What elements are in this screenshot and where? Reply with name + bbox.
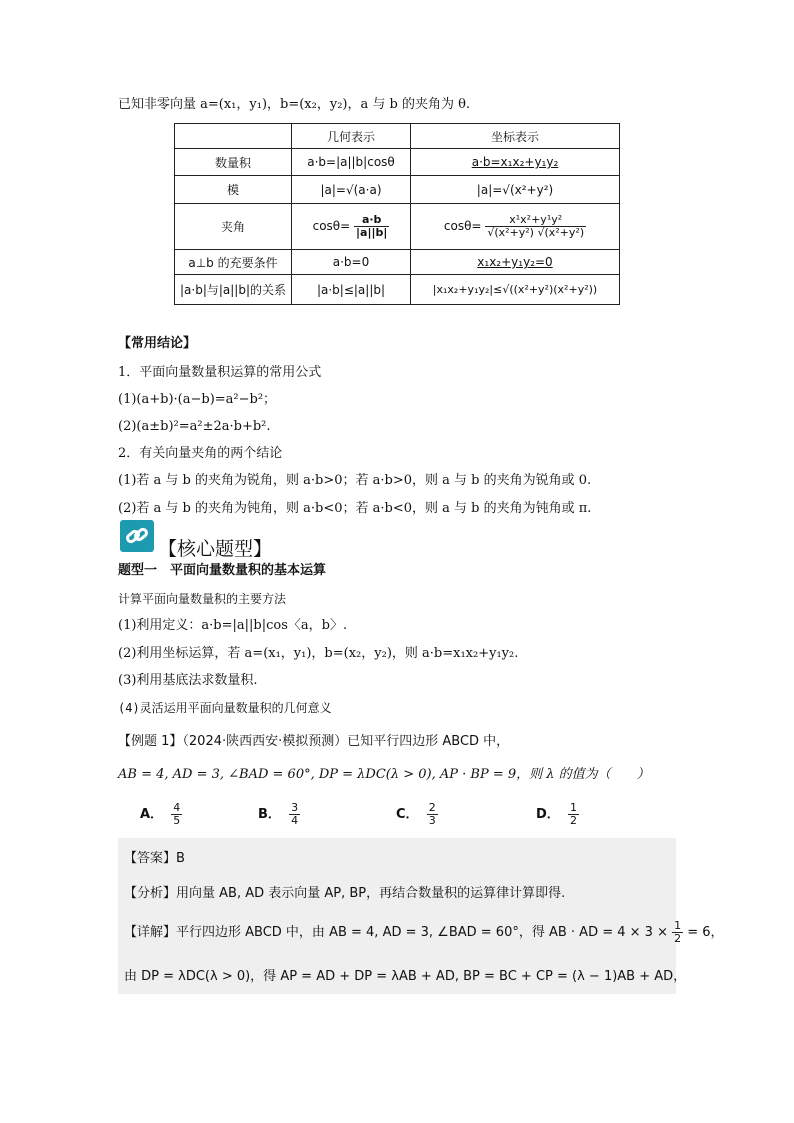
table-header-cell: 坐标表示 xyxy=(411,124,620,149)
coord-prefix: cosθ= xyxy=(443,219,482,233)
choice-den: 4 xyxy=(291,814,299,827)
row-label: a⊥b 的充要条件 xyxy=(175,250,292,275)
choice-num: 4 xyxy=(173,801,181,814)
methods-title: 计算平面向量数量积的主要方法 xyxy=(118,592,287,606)
conclusion-1a: (1)(a+b)·(a−b)=a²−b²； xyxy=(118,392,277,407)
row-label: 数量积 xyxy=(175,149,292,176)
table-row xyxy=(175,250,620,275)
vector-table xyxy=(174,123,620,305)
detail-den: 2 xyxy=(674,932,682,945)
choice-den: 2 xyxy=(569,814,577,827)
table-header-row xyxy=(175,124,620,149)
answer-line: 【答案】B xyxy=(124,851,185,866)
link-icon xyxy=(120,520,154,552)
detail-1a: 【详解】平行四边形 ABCD 中，由 AB = 4, AD = 3, ∠BAD = 60°，得 AB · AD = 4 × 3 × xyxy=(124,925,668,940)
detail-line-1 xyxy=(124,920,724,945)
coord-cell xyxy=(411,250,620,275)
method-1: (1)利用定义：a·b=|a||b|cos〈a，b〉. xyxy=(118,618,348,633)
detail-1b: = 6， xyxy=(687,925,724,940)
geo-den: |a||b| xyxy=(356,226,388,239)
choice-fraction xyxy=(171,802,182,827)
choice-num: 3 xyxy=(291,801,299,814)
row-label: 模 xyxy=(175,176,292,204)
table-row xyxy=(175,204,620,250)
choice-letter: A． xyxy=(140,807,164,822)
geo-fraction xyxy=(354,214,389,239)
choice-den: 5 xyxy=(173,814,181,827)
method-3: (3)利用基底法求数量积. xyxy=(118,673,258,688)
choice-den: 3 xyxy=(428,814,436,827)
detail-num: 1 xyxy=(674,919,682,932)
section-heading: 【核心题型】 xyxy=(158,538,273,560)
choice-fraction xyxy=(568,802,579,827)
coord-cell xyxy=(411,204,620,250)
table-header-cell xyxy=(175,124,292,149)
choice-d xyxy=(536,802,579,827)
geo-num: a·b xyxy=(354,214,389,227)
detail-fraction xyxy=(672,920,683,945)
choice-fraction xyxy=(289,802,300,827)
table-header-cell: 几何表示 xyxy=(292,124,411,149)
table-row xyxy=(175,149,620,176)
conclusion-1b: (2)(a±b)²=a²±2a·b+b². xyxy=(118,419,271,434)
example-condition: AB = 4, AD = 3, ∠BAD = 60°, DP = λDC(λ > 0), AP · BP = 9，则 λ 的值为（ ） xyxy=(118,767,650,782)
conclusion-1-title: 1．平面向量数量积运算的常用公式 xyxy=(118,365,322,380)
geo-cell xyxy=(292,204,411,250)
table-row xyxy=(175,275,620,305)
coord-den: √(x²+y²) √(x²+y²) xyxy=(487,226,585,239)
method-2: (2)利用坐标运算，若 a=(x₁，y₁)，b=(x₂，y₂)，则 a·b=x₁x₂+y₁y₂. xyxy=(118,646,519,661)
choice-num: 2 xyxy=(428,801,436,814)
choice-letter: C． xyxy=(396,807,419,822)
geo-cell: a·b=|a||b|cosθ xyxy=(292,149,411,176)
type-title: 题型一 平面向量数量积的基本运算 xyxy=(118,563,327,578)
intro-text: 已知非零向量 a=(x₁，y₁)，b=(x₂，y₂)，a 与 b 的夹角为 θ. xyxy=(118,97,471,112)
coord-cell: |x₁x₂+y₁y₂|≤√((x²+y²)(x²+y²)) xyxy=(411,275,620,305)
coord-text: a·b=x₁x₂+y₁y₂ xyxy=(471,155,559,169)
choice-letter: B． xyxy=(258,807,281,822)
analysis-line: 【分析】用向量 AB, AD 表示向量 AP, BP，再结合数量积的运算律计算即得. xyxy=(124,886,566,901)
detail-line-2: 由 DP = λDC(λ > 0)，得 AP = AD + DP = λAB + AD, BP = BC + CP = (λ − 1)AB + AD， xyxy=(124,969,687,984)
row-label: |a·b|与|a||b|的关系 xyxy=(175,275,292,305)
row-label: 夹角 xyxy=(175,204,292,250)
geo-cell: |a·b|≤|a||b| xyxy=(292,275,411,305)
conclusions-title: 【常用结论】 xyxy=(118,336,197,351)
geo-cell: a·b=0 xyxy=(292,250,411,275)
coord-cell xyxy=(411,149,620,176)
coord-fraction xyxy=(485,214,586,239)
choice-fraction xyxy=(427,802,438,827)
method-4: (4)灵活运用平面向量数量积的几何意义 xyxy=(118,701,332,715)
conclusion-2b: (2)若 a 与 b 的夹角为钝角，则 a·b<0；若 a·b<0，则 a 与 b 的夹角为钝角或 π. xyxy=(118,501,592,516)
choice-c xyxy=(396,802,438,827)
coord-num: x¹x²+y¹y² xyxy=(485,214,586,227)
conclusion-2-title: 2．有关向量夹角的两个结论 xyxy=(118,446,283,461)
coord-cell: |a|=√(x²+y²) xyxy=(411,176,620,204)
table-row xyxy=(175,176,620,204)
conclusion-2a: (1)若 a 与 b 的夹角为锐角，则 a·b>0；若 a·b>0，则 a 与 b 的夹角为锐角或 0. xyxy=(118,473,592,488)
choice-num: 1 xyxy=(569,801,577,814)
choice-b xyxy=(258,802,300,827)
geo-cell: |a|=√(a·a) xyxy=(292,176,411,204)
choice-letter: D． xyxy=(536,807,560,822)
geo-prefix: cosθ= xyxy=(312,219,351,233)
choice-a xyxy=(140,802,182,827)
coord-text: x₁x₂+y₁y₂=0 xyxy=(477,255,553,269)
example-title: 【例题 1】（2024·陕西西安·模拟预测）已知平行四边形 ABCD 中， xyxy=(118,734,510,749)
